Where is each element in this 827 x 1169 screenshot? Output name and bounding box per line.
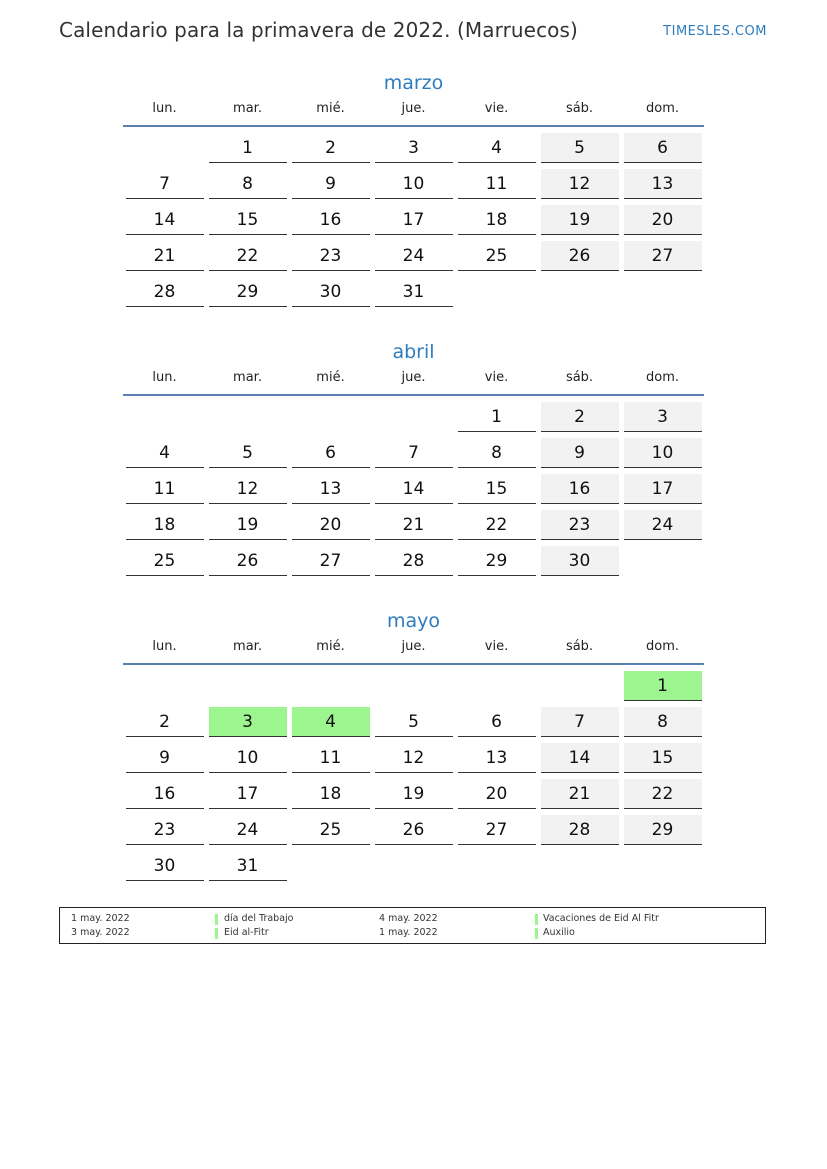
weekday-label: vie. (484, 370, 509, 385)
empty-cell (458, 851, 536, 881)
weekday-label: lun. (152, 639, 177, 654)
day-cell: 1 (209, 133, 287, 163)
empty-cell (209, 402, 287, 432)
empty-cell (126, 402, 204, 432)
weekday-label: jue. (401, 101, 426, 116)
legend-name: día del Trabajo (224, 913, 294, 924)
month-name: mayo (386, 610, 441, 632)
day-cell: 25 (126, 546, 204, 576)
day-cell: 25 (458, 241, 536, 271)
header-rule (123, 125, 704, 127)
legend-date: 3 may. 2022 (71, 927, 130, 938)
page-title: Calendario para la primavera de 2022. (Marruecos) (59, 18, 578, 42)
day-cell: 30 (126, 851, 204, 881)
day-cell: 28 (375, 546, 453, 576)
day-cell: 22 (209, 241, 287, 271)
day-cell: 3 (375, 133, 453, 163)
legend-date: 1 may. 2022 (379, 927, 438, 938)
weekday-label: dom. (645, 370, 679, 385)
empty-cell (126, 671, 204, 701)
day-cell: 29 (458, 546, 536, 576)
day-cell: 27 (458, 815, 536, 845)
empty-cell (541, 851, 619, 881)
empty-cell (126, 133, 204, 163)
day-cell: 8 (624, 707, 702, 737)
weekday-label: mié. (316, 101, 345, 116)
week-row (123, 510, 704, 546)
week-row (123, 779, 704, 815)
week-row (123, 707, 704, 743)
day-cell: 5 (375, 707, 453, 737)
day-cell: 23 (541, 510, 619, 540)
day-cell: 29 (624, 815, 702, 845)
site-link[interactable]: TIMESLES.COM (663, 24, 767, 39)
day-cell: 9 (126, 743, 204, 773)
day-cell: 7 (126, 169, 204, 199)
week-row (123, 438, 704, 474)
day-cell: 21 (126, 241, 204, 271)
empty-cell (292, 851, 370, 881)
weekday-label: vie. (484, 101, 509, 116)
legend-name: Eid al-Fitr (224, 927, 269, 938)
month-march (123, 69, 704, 313)
day-cell: 23 (126, 815, 204, 845)
empty-cell (624, 277, 702, 307)
day-cell: 14 (126, 205, 204, 235)
weekday-label: dom. (645, 639, 679, 654)
day-cell: 15 (458, 474, 536, 504)
day-cell: 3 (209, 707, 287, 737)
day-cell: 25 (292, 815, 370, 845)
day-cell: 26 (375, 815, 453, 845)
day-cell: 6 (624, 133, 702, 163)
day-cell: 20 (624, 205, 702, 235)
day-cell: 18 (458, 205, 536, 235)
weekday-label: jue. (401, 639, 426, 654)
empty-cell (292, 402, 370, 432)
day-cell: 23 (292, 241, 370, 271)
day-cell: 9 (541, 438, 619, 468)
weekday-label: sáb. (565, 101, 594, 116)
weekday-label: jue. (401, 370, 426, 385)
day-cell: 2 (541, 402, 619, 432)
day-cell: 14 (541, 743, 619, 773)
day-cell: 26 (541, 241, 619, 271)
weekday-header (123, 99, 704, 125)
day-cell: 3 (624, 402, 702, 432)
day-cell: 2 (126, 707, 204, 737)
day-cell: 30 (541, 546, 619, 576)
day-cell: 31 (375, 277, 453, 307)
day-cell: 10 (375, 169, 453, 199)
day-cell: 7 (375, 438, 453, 468)
week-row (123, 133, 704, 169)
day-cell: 29 (209, 277, 287, 307)
week-row (123, 671, 704, 707)
day-cell: 19 (375, 779, 453, 809)
day-cell: 6 (458, 707, 536, 737)
day-cell: 30 (292, 277, 370, 307)
week-row (123, 474, 704, 510)
weeks-grid (123, 402, 704, 582)
day-cell: 24 (209, 815, 287, 845)
holiday-legend (59, 907, 766, 944)
weeks-grid (123, 133, 704, 313)
day-cell: 4 (126, 438, 204, 468)
day-cell: 18 (292, 779, 370, 809)
holiday-color-mark (535, 914, 538, 925)
day-cell: 13 (458, 743, 536, 773)
day-cell: 6 (292, 438, 370, 468)
day-cell: 11 (126, 474, 204, 504)
day-cell: 14 (375, 474, 453, 504)
holiday-color-mark (215, 928, 218, 939)
week-row (123, 241, 704, 277)
day-cell: 5 (209, 438, 287, 468)
day-cell: 11 (292, 743, 370, 773)
weekday-label: mié. (316, 370, 345, 385)
empty-cell (541, 671, 619, 701)
day-cell: 19 (541, 205, 619, 235)
weeks-grid (123, 671, 704, 887)
weekday-label: sáb. (565, 370, 594, 385)
empty-cell (292, 671, 370, 701)
day-cell: 24 (624, 510, 702, 540)
week-row (123, 743, 704, 779)
day-cell: 26 (209, 546, 287, 576)
day-cell: 11 (458, 169, 536, 199)
legend-date: 1 may. 2022 (71, 913, 130, 924)
empty-cell (375, 671, 453, 701)
month-may (123, 607, 704, 887)
day-cell: 17 (375, 205, 453, 235)
holiday-color-mark (215, 914, 218, 925)
day-cell: 12 (375, 743, 453, 773)
day-cell: 1 (458, 402, 536, 432)
week-row (123, 546, 704, 582)
day-cell: 12 (541, 169, 619, 199)
weekday-label: mar. (233, 370, 262, 385)
day-cell: 31 (209, 851, 287, 881)
empty-cell (375, 402, 453, 432)
day-cell: 16 (541, 474, 619, 504)
empty-cell (458, 277, 536, 307)
month-name: marzo (383, 72, 444, 94)
day-cell: 8 (458, 438, 536, 468)
day-cell: 13 (624, 169, 702, 199)
day-cell: 27 (624, 241, 702, 271)
day-cell: 9 (292, 169, 370, 199)
day-cell: 1 (624, 671, 702, 701)
day-cell: 22 (458, 510, 536, 540)
day-cell: 20 (292, 510, 370, 540)
day-cell: 15 (624, 743, 702, 773)
week-row (123, 402, 704, 438)
day-cell: 2 (292, 133, 370, 163)
day-cell: 21 (375, 510, 453, 540)
empty-cell (375, 851, 453, 881)
day-cell: 15 (209, 205, 287, 235)
day-cell: 10 (209, 743, 287, 773)
day-cell: 12 (209, 474, 287, 504)
day-cell: 24 (375, 241, 453, 271)
month-april (123, 338, 704, 582)
day-cell: 20 (458, 779, 536, 809)
week-row (123, 169, 704, 205)
day-cell: 7 (541, 707, 619, 737)
day-cell: 21 (541, 779, 619, 809)
day-cell: 17 (209, 779, 287, 809)
day-cell: 28 (541, 815, 619, 845)
day-cell: 8 (209, 169, 287, 199)
header-rule (123, 663, 704, 665)
week-row (123, 815, 704, 851)
day-cell: 10 (624, 438, 702, 468)
empty-cell (624, 851, 702, 881)
weekday-label: dom. (645, 101, 679, 116)
weekday-label: mar. (233, 101, 262, 116)
day-cell: 18 (126, 510, 204, 540)
header-rule (123, 394, 704, 396)
empty-cell (624, 546, 702, 576)
month-name: abril (392, 341, 435, 363)
weekday-label: mié. (316, 639, 345, 654)
empty-cell (541, 277, 619, 307)
weekday-label: sáb. (565, 639, 594, 654)
weekday-header (123, 637, 704, 663)
legend-name: Auxilio (543, 927, 575, 938)
empty-cell (458, 671, 536, 701)
week-row (123, 205, 704, 241)
day-cell: 17 (624, 474, 702, 504)
week-row (123, 277, 704, 313)
day-cell: 27 (292, 546, 370, 576)
holiday-color-mark (535, 928, 538, 939)
day-cell: 4 (292, 707, 370, 737)
weekday-label: vie. (484, 639, 509, 654)
day-cell: 22 (624, 779, 702, 809)
day-cell: 4 (458, 133, 536, 163)
empty-cell (209, 671, 287, 701)
day-cell: 19 (209, 510, 287, 540)
week-row (123, 851, 704, 887)
day-cell: 16 (292, 205, 370, 235)
legend-date: 4 may. 2022 (379, 913, 438, 924)
weekday-header (123, 368, 704, 394)
weekday-label: lun. (152, 370, 177, 385)
day-cell: 5 (541, 133, 619, 163)
day-cell: 16 (126, 779, 204, 809)
day-cell: 13 (292, 474, 370, 504)
legend-name: Vacaciones de Eid Al Fitr (543, 913, 659, 924)
weekday-label: lun. (152, 101, 177, 116)
weekday-label: mar. (233, 639, 262, 654)
day-cell: 28 (126, 277, 204, 307)
